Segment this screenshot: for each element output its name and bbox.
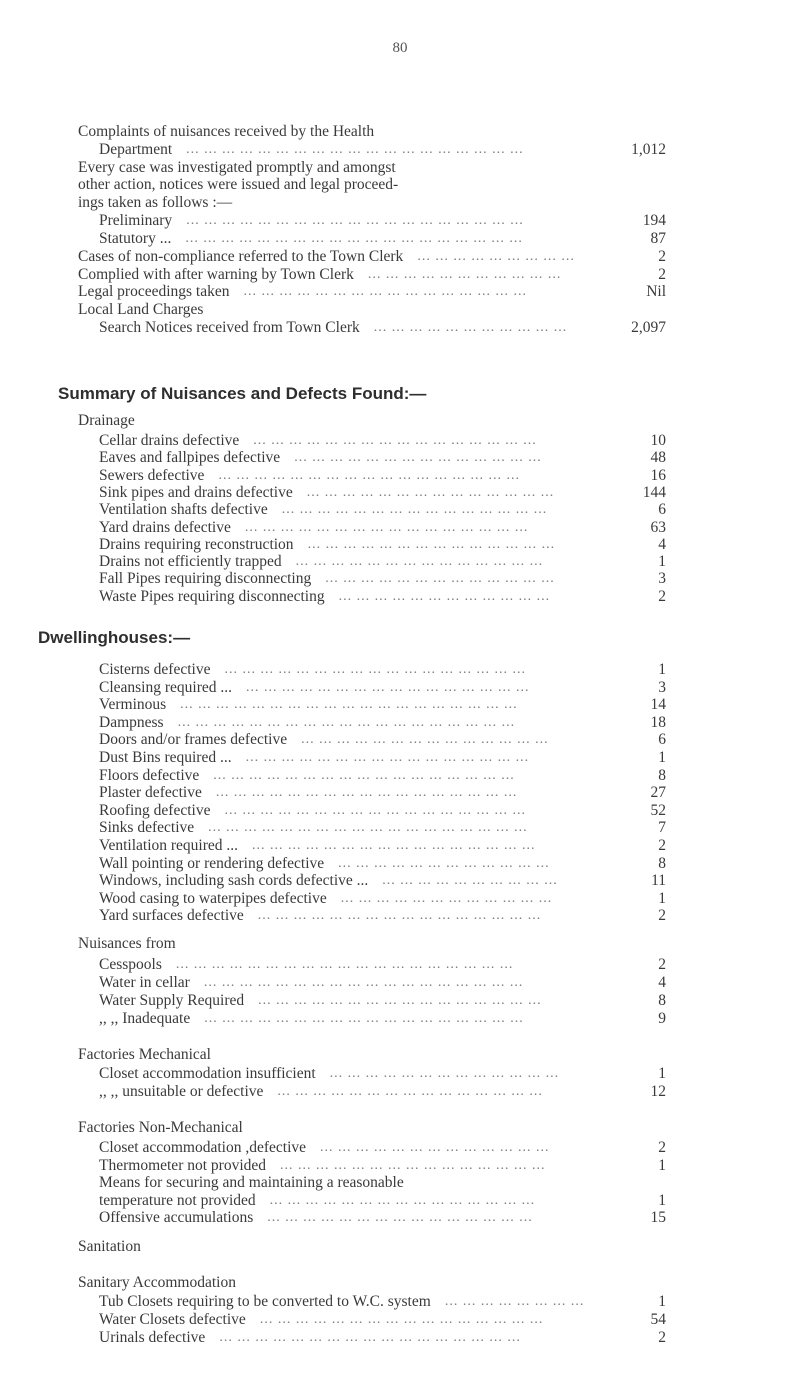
sanitation-row [0, 1310, 800, 1330]
complaints-row [0, 282, 800, 302]
row-value: 48 [650, 449, 666, 467]
row-label: Department [99, 141, 173, 158]
row-label: Dampness [99, 713, 164, 731]
leader-dots: ... ... ... ... ... ... ... ... ... ... ... [367, 267, 562, 282]
row-value: 14 [650, 696, 666, 714]
row-label: Legal proceedings taken [78, 283, 230, 300]
complaints-row [0, 229, 800, 249]
row-value: 2 [658, 956, 666, 973]
leader-dots: ... ... ... ... ... ... ... ... ... ... ... ... ... ... ... ... ... [218, 467, 520, 483]
row-value: 16 [650, 466, 666, 484]
row-value: 194 [642, 212, 666, 229]
row-value: 3 [658, 570, 666, 588]
complaints-row [0, 175, 800, 195]
complaints-row [0, 211, 800, 231]
row-label: Sewers defective [99, 466, 205, 484]
row-label: Tub Closets requiring to be converted to W.C. system [99, 1293, 431, 1310]
row-value: 3 [658, 678, 666, 696]
leader-dots: ... ... ... ... ... ... ... ... ... ... ... ... ... ... ... ... ... ... ... [186, 213, 524, 228]
complaints-row [0, 122, 800, 142]
leader-dots: ... ... ... ... ... ... ... ... ... ... ... ... ... ... [295, 554, 544, 570]
nuisances-title: Nuisances from [78, 935, 176, 952]
row-label: Sink pipes and drains defective [99, 483, 293, 501]
row-label: Windows, including sash cords defective ... [99, 872, 369, 890]
leader-dots: ... ... ... ... ... ... ... ... ... ... ... ... ... ... ... ... ... ... ... [180, 697, 518, 713]
row-value: 8 [658, 766, 666, 784]
factories-mechanical-row [0, 1064, 800, 1084]
row-value: 52 [650, 801, 666, 819]
row-value: 2 [658, 248, 666, 265]
row-value: 15 [650, 1209, 666, 1226]
factories-mechanical-row [0, 1082, 800, 1102]
row-label: Urinals defective [99, 1329, 206, 1346]
row-value: 63 [650, 518, 666, 536]
row-value: 12 [650, 1083, 666, 1100]
row-label: Complaints of nuisances received by the Health [78, 123, 375, 140]
row-label: Cisterns defective [99, 661, 211, 678]
row-label: Thermometer not provided [99, 1156, 267, 1174]
row-value: 1 [658, 553, 666, 571]
leader-dots: ... ... ... ... ... ... ... ... ... [417, 249, 575, 264]
row-value: 1 [658, 1293, 666, 1310]
row-label: ,, ,, unsuitable or defective [99, 1083, 264, 1100]
row-value: 9 [658, 1010, 666, 1027]
row-value: 1 [658, 749, 666, 766]
row-label: Yard surfaces defective [99, 907, 244, 925]
row-value: 1 [658, 889, 666, 907]
summary-heading: Summary of Nuisances and Defects Found:— [58, 384, 427, 403]
row-label: Water Closets defective [99, 1311, 246, 1328]
leader-dots: ... ... ... ... ... ... ... ... ... ... ... ... ... ... ... ... ... [213, 767, 515, 783]
leader-dots: ... ... ... ... ... ... ... ... ... ... ... ... ... ... ... ... [257, 908, 542, 924]
row-label: Search Notices received from Town Clerk [99, 319, 360, 336]
row-value: 54 [650, 1311, 666, 1328]
row-label: Wall pointing or rendering defective [99, 854, 325, 872]
row-label: Sinks defective [99, 819, 195, 837]
row-label: Local Land Charges [78, 301, 204, 318]
row-value: 2 [658, 907, 666, 925]
row-label: Waste Pipes requiring disconnecting [99, 587, 325, 605]
leader-dots: ... ... ... ... ... ... ... ... ... ... ... ... ... [325, 571, 555, 587]
row-label: Statutory ... [99, 230, 172, 247]
dwellings-heading: Dwellinghouses:— [38, 628, 191, 647]
factories-non-mechanical-row [0, 1208, 800, 1228]
leader-dots: ... ... ... ... ... ... ... ... ... ... ... ... ... ... ... ... ... ... [208, 820, 528, 836]
leader-dots: ... ... ... ... ... ... ... ... ... ... ... ... [338, 588, 551, 604]
drainage-row [0, 587, 800, 607]
row-value: 11 [651, 872, 666, 890]
leader-dots: ... ... ... ... ... ... ... ... ... ... ... ... ... ... ... ... [252, 838, 536, 853]
row-label: Closet accommodation ,defective [99, 1139, 307, 1156]
leader-dots: ... ... ... ... ... ... ... ... ... ... ... ... ... ... [294, 450, 542, 466]
leader-dots: ... ... ... ... ... ... ... ... ... ... ... ... ... ... ... ... [259, 1312, 544, 1327]
row-label: Drains requiring reconstruction [99, 535, 294, 553]
row-label: Doors and/or frames defective [99, 731, 288, 749]
row-value: 4 [658, 974, 666, 991]
row-label: Drains not efficiently trapped [99, 553, 282, 571]
row-label: ings taken as follows :— [78, 194, 233, 211]
row-label: Cases of non-compliance referred to the Town Clerk [78, 248, 404, 265]
row-value: 10 [650, 432, 666, 449]
leader-dots: ... ... ... ... ... ... ... ... ... ... ... ... ... ... ... ... ... ... ... [177, 714, 516, 730]
row-label: Closet accommodation insufficient [99, 1065, 316, 1082]
leader-dots: ... ... ... ... ... ... ... ... ... ... ... ... ... ... ... ... ... [224, 802, 526, 818]
row-label: ,, ,, Inadequate [99, 1010, 191, 1027]
dwellings-row [0, 906, 800, 926]
leader-dots: ... ... ... ... ... ... ... ... ... ... ... ... ... ... [301, 732, 549, 748]
nuisances-row [0, 991, 800, 1011]
row-label: Wood casing to waterpipes defective [99, 889, 327, 907]
complaints-row [0, 318, 800, 338]
row-label: Every case was investigated promptly and amongst [78, 159, 396, 176]
row-label: Ventilation shafts defective [99, 501, 268, 519]
row-label: Cleansing required ... [99, 678, 233, 696]
nuisances-row [0, 973, 800, 993]
row-label: Plaster defective [99, 784, 202, 802]
row-label: Cesspools [99, 956, 162, 973]
leader-dots: ... ... ... ... ... ... ... ... ... ... ... ... ... ... ... ... ... ... [204, 1011, 524, 1026]
leader-dots: ... ... ... ... ... ... ... ... ... ... ... ... ... ... ... ... ... [219, 1330, 521, 1345]
leader-dots: ... ... ... ... ... ... ... ... ... ... ... ... ... ... ... ... [253, 433, 537, 448]
leader-dots: ... ... ... ... ... ... ... ... ... ... ... ... ... ... ... [267, 1210, 533, 1225]
row-label: Verminous [99, 696, 167, 714]
row-value: 1 [658, 661, 666, 678]
leader-dots: ... ... ... ... ... ... ... ... ... ... ... ... ... ... ... ... [246, 679, 530, 695]
leader-dots: ... ... ... ... ... ... ... ... ... ... ... ... ... ... ... ... ... ... ... [185, 231, 523, 246]
row-value: 8 [658, 992, 666, 1009]
leader-dots: ... ... ... ... ... ... ... ... ... ... ... ... ... ... ... ... [243, 284, 527, 299]
row-label: Means for securing and maintaining a reasonable [99, 1174, 404, 1191]
row-value: 1 [658, 1065, 666, 1082]
leader-dots: ... ... ... ... ... ... ... ... ... ... ... ... ... ... [306, 484, 555, 500]
nuisances-row [0, 1009, 800, 1029]
row-label: Ventilation required ... [99, 837, 239, 854]
row-label: Roofing defective [99, 801, 211, 819]
row-value: 8 [658, 854, 666, 872]
complaints-row [0, 247, 800, 267]
row-value: 1 [658, 1191, 666, 1209]
complaints-row [0, 300, 800, 320]
leader-dots: ... ... ... ... ... ... ... ... ... ... ... ... ... ... ... ... ... [215, 785, 518, 801]
leader-dots: ... ... ... ... ... ... ... ... ... ... ... ... ... ... ... ... ... ... [203, 975, 524, 990]
row-value: 2 [658, 1329, 666, 1346]
leader-dots: ... ... ... ... ... ... ... ... ... ... ... [373, 320, 568, 335]
complaints-row [0, 140, 800, 160]
row-value: 2,097 [631, 319, 666, 336]
row-label: other action, notices were issued and legal proceed- [78, 176, 399, 193]
row-value: 4 [658, 535, 666, 553]
leader-dots: ... ... ... ... ... ... ... ... [444, 1294, 585, 1309]
row-label: Dust Bins required ... [99, 749, 232, 766]
row-value: 7 [658, 819, 666, 837]
leader-dots: ... ... ... ... ... ... ... ... ... ... [382, 873, 558, 889]
row-value: 2 [658, 587, 666, 605]
row-value: 144 [642, 483, 666, 501]
complaints-row [0, 193, 800, 213]
leader-dots: ... ... ... ... ... ... ... ... ... ... ... ... [340, 890, 553, 906]
row-label: Yard drains defective [99, 518, 231, 536]
page-number: 80 [392, 40, 408, 56]
row-value: 2 [658, 1139, 666, 1156]
leader-dots: ... ... ... ... ... ... ... ... ... ... ... ... ... [329, 1066, 560, 1081]
row-label: Floors defective [99, 766, 200, 784]
sanitation-subtitle: Sanitary Accommodation [78, 1274, 236, 1291]
sanitation-row [0, 1328, 800, 1348]
leader-dots: ... ... ... ... ... ... ... ... ... ... ... ... ... ... ... ... [244, 519, 529, 535]
leader-dots: ... ... ... ... ... ... ... ... ... ... ... ... ... ... ... [269, 1192, 536, 1208]
row-value: 6 [658, 501, 666, 519]
row-value: 18 [650, 713, 666, 731]
leader-dots: ... ... ... ... ... ... ... ... ... ... ... ... ... ... ... ... ... ... ... [186, 142, 524, 157]
leader-dots: ... ... ... ... ... ... ... ... ... ... ... ... ... ... ... ... [245, 750, 530, 765]
row-label: Cellar drains defective [99, 432, 240, 449]
sanitation-row [0, 1292, 800, 1312]
nuisances-row [0, 955, 800, 975]
leader-dots: ... ... ... ... ... ... ... ... ... ... ... ... ... ... [307, 536, 556, 552]
row-label: Water in cellar [99, 974, 190, 991]
row-label: Eaves and fallpipes defective [99, 449, 281, 467]
row-value: 2 [658, 266, 666, 283]
drainage-title: Drainage [78, 412, 135, 429]
leader-dots: ... ... ... ... ... ... ... ... ... ... ... ... ... ... ... ... [258, 993, 542, 1008]
leader-dots: ... ... ... ... ... ... ... ... ... ... ... ... ... ... ... [277, 1084, 543, 1099]
row-value: Nil [646, 283, 666, 300]
row-value: 2 [658, 837, 666, 854]
row-value: 27 [650, 784, 666, 802]
leader-dots: ... ... ... ... ... ... ... ... ... ... ... ... ... ... ... ... ... [224, 662, 526, 677]
leader-dots: ... ... ... ... ... ... ... ... ... ... ... ... ... ... ... [281, 502, 548, 518]
row-value: 6 [658, 731, 666, 749]
leader-dots: ... ... ... ... ... ... ... ... ... ... ... ... ... [320, 1140, 550, 1155]
row-label: temperature not provided [99, 1191, 256, 1209]
row-label: Complied with after warning by Town Clerk [78, 266, 354, 283]
leader-dots: ... ... ... ... ... ... ... ... ... ... ... ... [338, 855, 550, 871]
row-label: Offensive accumulations [99, 1209, 254, 1226]
factories-mechanical-title: Factories Mechanical [78, 1046, 211, 1063]
leader-dots: ... ... ... ... ... ... ... ... ... ... ... ... ... ... ... ... ... ... ... [175, 957, 514, 972]
row-label: Preliminary [99, 212, 173, 229]
row-value: 1,012 [631, 141, 666, 158]
row-label: Water Supply Required [99, 992, 245, 1009]
sanitation-title: Sanitation [78, 1238, 141, 1255]
leader-dots: ... ... ... ... ... ... ... ... ... ... ... ... ... ... ... [280, 1157, 546, 1173]
row-value: 87 [650, 230, 666, 247]
row-value: 1 [658, 1156, 666, 1174]
row-label: Fall Pipes requiring disconnecting [99, 570, 312, 588]
factories-non-mechanical-title: Factories Non-Mechanical [78, 1119, 243, 1136]
